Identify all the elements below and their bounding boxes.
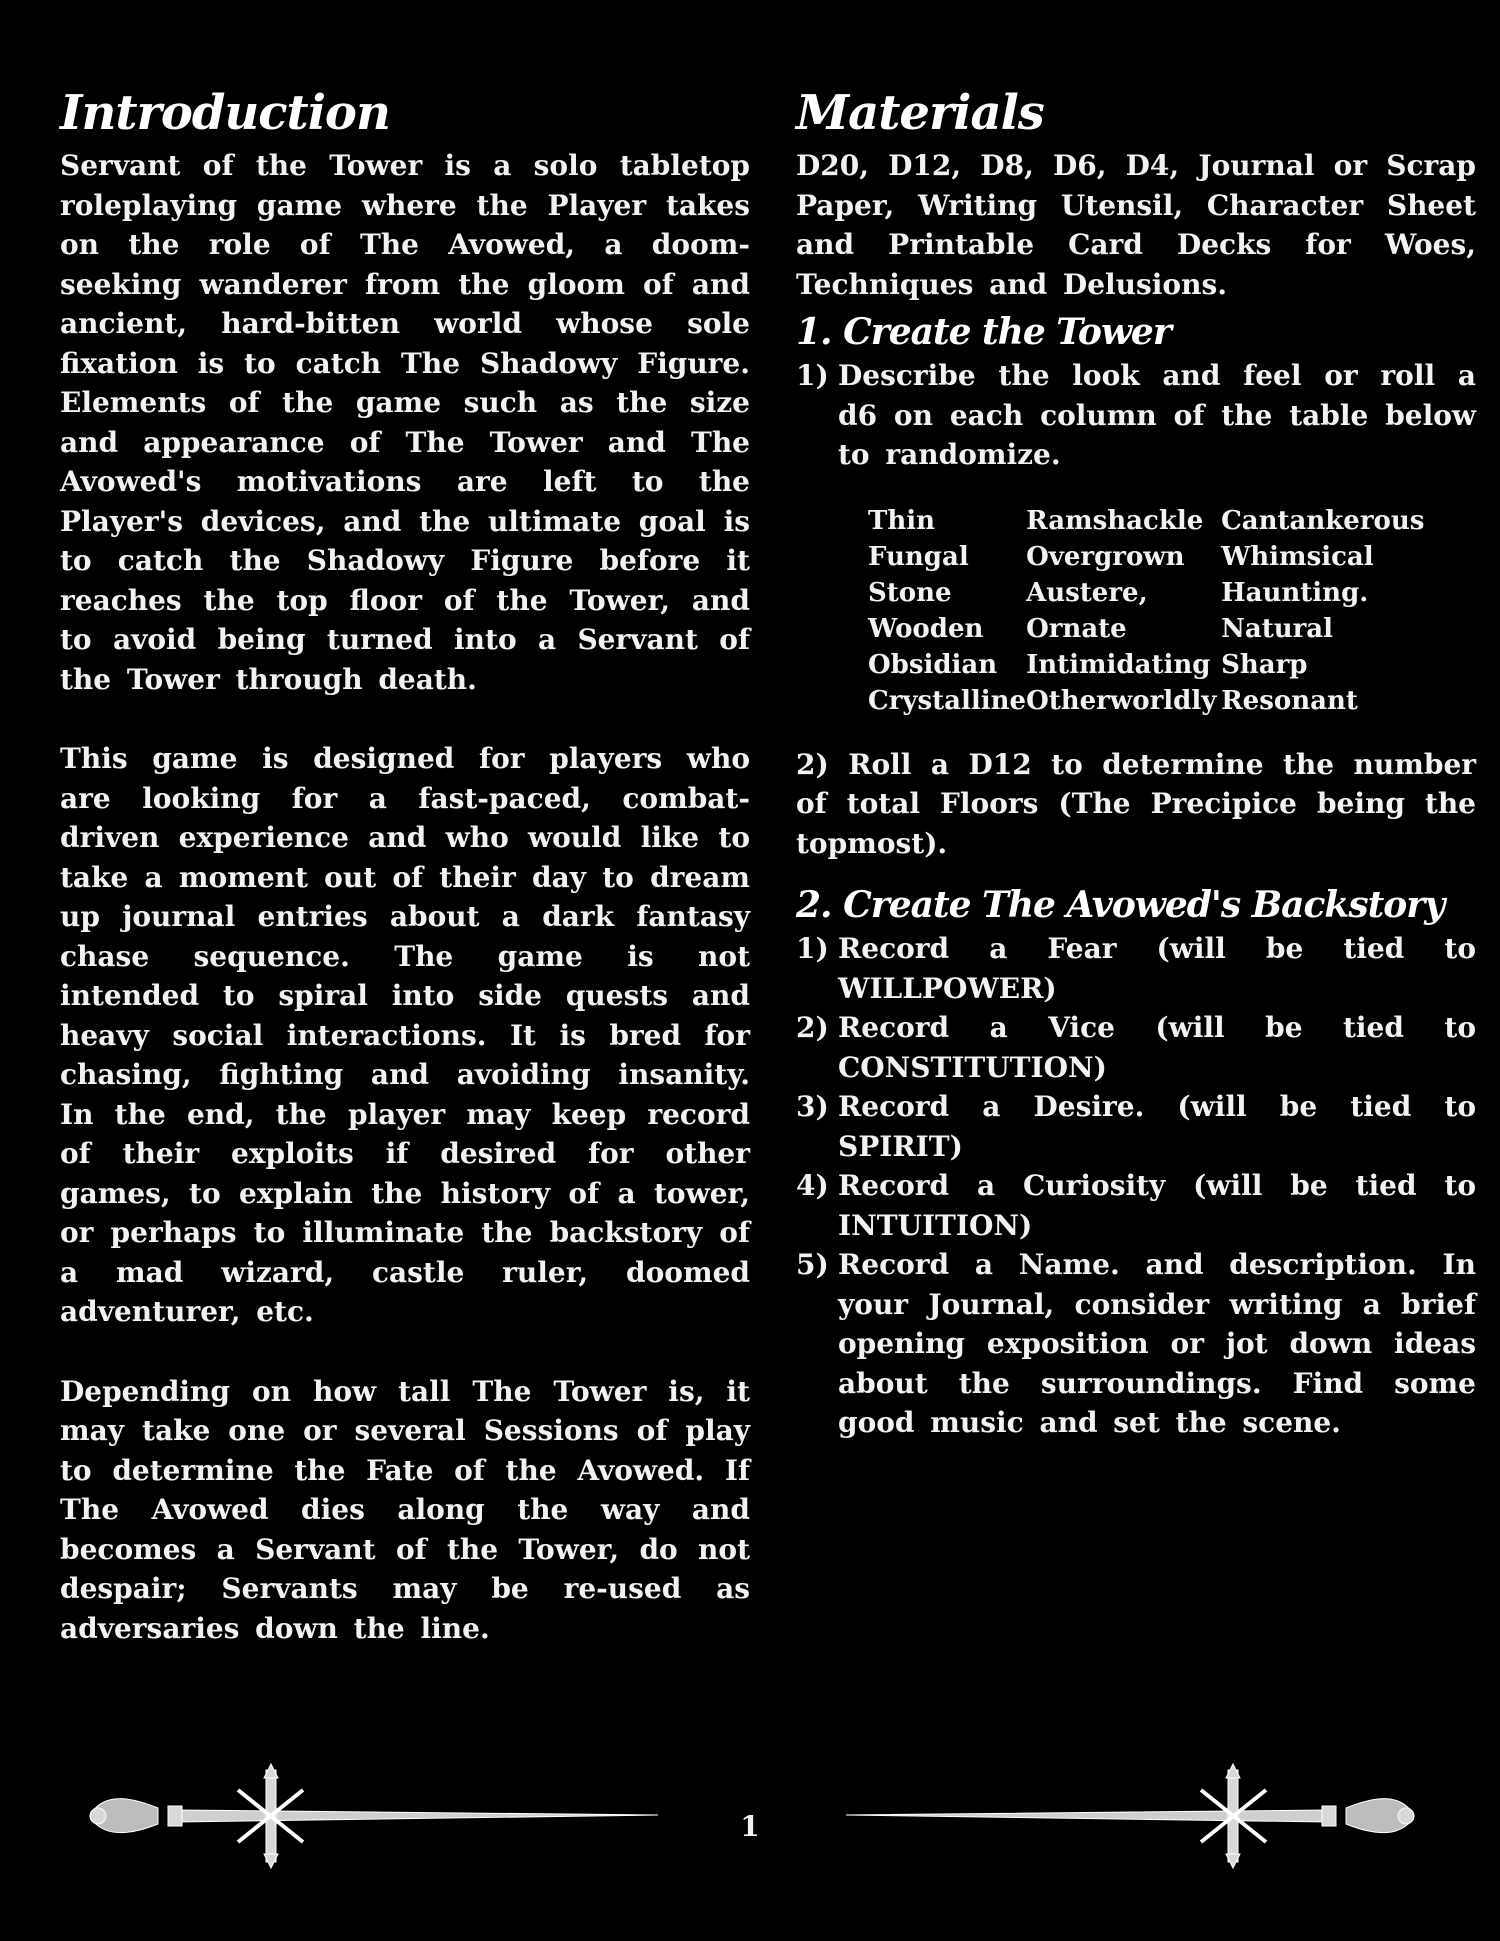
table-row <box>868 575 1424 611</box>
table-row <box>868 683 1424 719</box>
table-cell: Sharp <box>1221 649 1308 680</box>
table-cell: Ramshackle <box>1026 505 1204 536</box>
table-cell: Resonant <box>1221 685 1358 716</box>
table-cell: Cantankerous <box>1221 505 1425 536</box>
table-cell: Austere, <box>1026 577 1148 608</box>
left-column <box>60 82 750 1648</box>
list-item <box>796 929 1476 1008</box>
table-cell: Whimsical <box>1221 541 1374 572</box>
table-cell: Obsidian <box>868 649 998 680</box>
materials-heading: Materials <box>796 85 1044 141</box>
table-cell: Overgrown <box>1026 541 1185 572</box>
sword-ornament-right <box>836 1760 1416 1870</box>
step-text: Roll a D12 to determine the number of total Floors (The Precipice being the topmost). <box>796 747 1477 860</box>
table-row <box>868 611 1424 647</box>
table-cell: Stone <box>868 577 952 608</box>
sword-ornament-left <box>88 1760 668 1870</box>
table-cell: Intimidating <box>1026 649 1211 680</box>
table-row <box>868 647 1424 683</box>
right-column <box>796 82 1476 1443</box>
step-text: Record a Name. and description. In your Journal, consider writing a brief opening exposition or jot down ideas about the surroundings. Find some good music and set the scene. <box>838 1248 1476 1439</box>
list-item <box>796 1245 1476 1443</box>
intro-paragraph-2: This game is designed for players who are looking for a fast-paced, combat-driven experience and who would like to take a moment out of their day to dream up journal entries about a dark fantasy chase sequence. The game is not intended to spiral into side quests and heavy social interactions. It is bred for chasing, fighting and avoiding insanity. In the end, the player may keep record of their exploits if desired for other games, to explain the history of a tower, or perhaps to illuminate the backstory of a mad wizard, castle ruler, doomed adventurer, etc. <box>60 742 750 1328</box>
introduction-heading: Introduction <box>60 85 390 141</box>
step-text: Describe the look and feel or roll a d6 on each column of the table below to randomize. <box>838 359 1476 471</box>
backstory-steps <box>796 929 1476 1443</box>
step-number: 3) <box>796 1090 829 1123</box>
page-number: 1 <box>740 1810 760 1843</box>
table-cell: Crystalline <box>868 685 1027 716</box>
table-cell: Haunting. <box>1221 577 1369 608</box>
list-item <box>796 1008 1476 1087</box>
list-item <box>796 1087 1476 1166</box>
step-text: Record a Desire. (will be tied to SPIRIT) <box>838 1090 1476 1163</box>
table-cell: Wooden <box>868 613 984 644</box>
list-item <box>796 356 1476 475</box>
table-cell: Ornate <box>1026 613 1127 644</box>
step-number: 2) <box>796 1011 829 1044</box>
list-item <box>796 1166 1476 1245</box>
tower-appearance-table <box>868 503 1424 719</box>
step-number: 1) <box>796 359 829 392</box>
backstory-heading: 2. Create The Avowed's Backstory <box>796 884 1445 926</box>
table-cell: Otherworldly <box>1026 685 1217 716</box>
intro-paragraph-3: Depending on how tall The Tower is, it may take one or several Sessions of play to determine the Fate of the Avowed. If The Avowed dies along the way and becomes a Servant of the Tower, do not despair; Servants may be re-used as adversaries down the line. <box>60 1374 750 1645</box>
list-item <box>796 745 1476 864</box>
intro-paragraph-1: Servant of the Tower is a solo tabletop roleplaying game where the Player takes on the role of The Avowed, a doom-seeking wanderer from the gloom of and ancient, hard-bitten world whose sole fixation is to catch The Shadowy Figure. Elements of the game such as the size and appearance of The Tower and The Avowed's motivations are left to the Player's devices, and the ultimate goal is to catch the Shadowy Figure before it reaches the top floor of the Tower, and to avoid being turned into a Servant of the Tower through death. <box>60 149 750 696</box>
step-text: Record a Vice (will be tied to CONSTITUTION) <box>838 1011 1476 1084</box>
materials-text: D20, D12, D8, D6, D4, Journal or Scrap Paper, Writing Utensil, Character Sheet and Printable Card Decks for Woes, Techniques and Delusions. <box>796 149 1476 301</box>
create-tower-steps <box>796 356 1476 475</box>
create-tower-heading: 1. Create the Tower <box>796 311 1171 353</box>
create-tower-steps-2 <box>796 745 1476 864</box>
step-number: 2) <box>796 747 829 781</box>
table-cell: Natural <box>1221 613 1334 644</box>
step-text: Record a Fear (will be tied to WILLPOWER) <box>838 932 1476 1005</box>
step-number: 4) <box>796 1169 829 1202</box>
table-row <box>868 539 1424 575</box>
step-number: 5) <box>796 1248 829 1281</box>
table-cell: Thin <box>868 505 936 536</box>
step-number: 1) <box>796 932 829 965</box>
step-text: Record a Curiosity (will be tied to INTUITION) <box>838 1169 1476 1242</box>
table-row <box>868 503 1424 539</box>
table-cell: Fungal <box>868 541 969 572</box>
